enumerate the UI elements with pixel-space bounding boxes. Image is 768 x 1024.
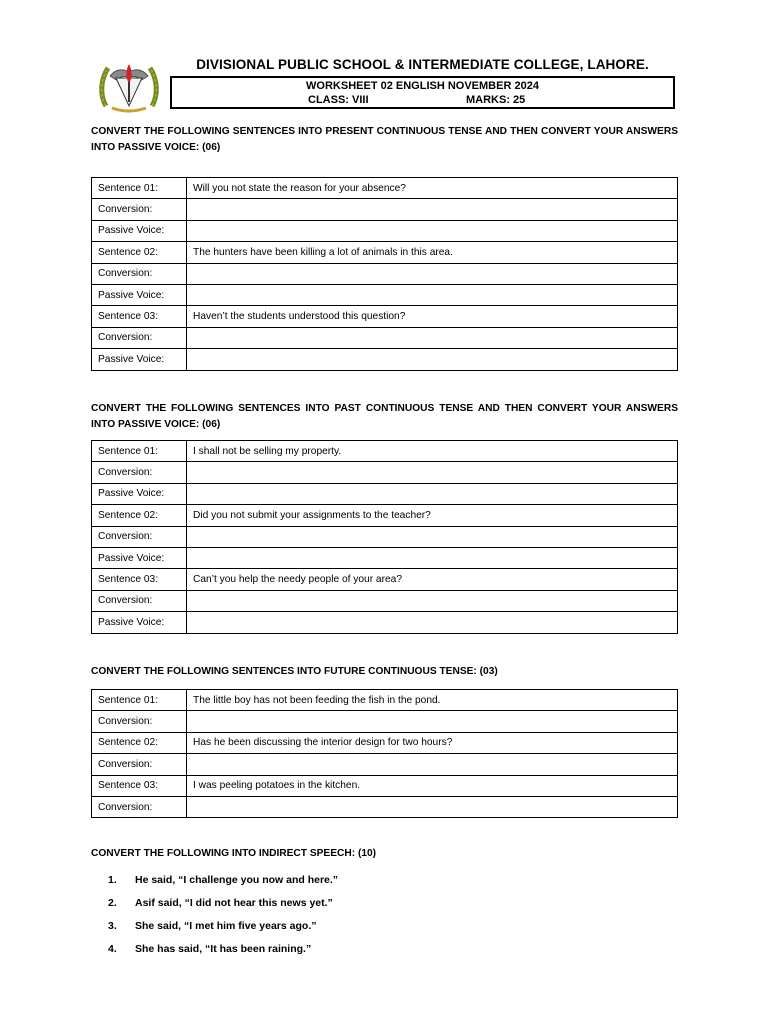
row-label: Passive Voice: [92,547,187,568]
answer-cell[interactable] [187,349,678,370]
section3-table [91,689,678,818]
row-text: Has he been discussing the interior design for two hours? [187,732,678,753]
row-label: Sentence 01: [92,441,187,462]
item-text: She said, “I met him five years ago.” [135,919,317,932]
row-label: Conversion: [92,796,187,817]
answer-cell[interactable] [187,284,678,305]
table-row [92,242,678,263]
row-text: Can’t you help the needy people of your area? [187,569,678,590]
row-label: Conversion: [92,327,187,348]
table-row [92,526,678,547]
item-text: He said, “I challenge you now and here.” [135,873,339,886]
section1-heading: CONVERT THE FOLLOWING SENTENCES INTO PRESENT CONTINUOUS TENSE AND THEN CONVERT YOUR ANSWERS INTO PASSIVE VOICE: (06) [91,126,678,153]
row-label: Sentence 03: [92,775,187,796]
answer-cell[interactable] [187,462,678,483]
item-number: 2. [108,896,117,909]
item-number: 3. [108,919,117,932]
row-text: The hunters have been killing a lot of animals in this area. [187,242,678,263]
row-text: Haven’t the students understood this question? [187,306,678,327]
row-label: Passive Voice: [92,612,187,633]
table-row [92,732,678,753]
answer-cell[interactable] [187,590,678,611]
row-label: Sentence 01: [92,178,187,199]
row-label: Sentence 02: [92,242,187,263]
table-row [92,690,678,711]
list-item [108,914,338,937]
row-label: Passive Voice: [92,483,187,504]
row-label: Sentence 03: [92,306,187,327]
worksheet-info-box [170,76,675,109]
table-row [92,263,678,284]
row-text: Did you not submit your assignments to the teacher? [187,505,678,526]
table-row [92,754,678,775]
table-row [92,569,678,590]
section2-table [91,440,678,634]
row-label: Passive Voice: [92,284,187,305]
row-label: Conversion: [92,462,187,483]
list-item [108,891,338,914]
answer-cell[interactable] [187,483,678,504]
answer-cell[interactable] [187,612,678,633]
answer-cell[interactable] [187,526,678,547]
section3-heading: CONVERT THE FOLLOWING SENTENCES INTO FUTURE CONTINUOUS TENSE: (03) [91,666,498,677]
table-row [92,775,678,796]
table-row [92,483,678,504]
item-text: She has said, “It has been raining.” [135,942,312,955]
section2-heading: CONVERT THE FOLLOWING SENTENCES INTO PAST CONTINUOUS TENSE AND THEN CONVERT YOUR ANSWERS INTO PASSIVE VOICE: (06) [91,403,678,430]
answer-cell[interactable] [187,263,678,284]
item-number: 4. [108,942,117,955]
table-row [92,796,678,817]
answer-cell[interactable] [187,796,678,817]
answer-cell[interactable] [187,199,678,220]
row-label: Sentence 03: [92,569,187,590]
table-row [92,711,678,732]
row-label: Conversion: [92,754,187,775]
school-crest-icon [98,58,160,114]
row-label: Conversion: [92,711,187,732]
item-text: Asif said, “I did not hear this news yet.” [135,896,333,909]
list-item [108,868,338,891]
table-row [92,349,678,370]
table-row [92,284,678,305]
row-label: Passive Voice: [92,220,187,241]
row-text: I shall not be selling my property. [187,441,678,462]
answer-cell[interactable] [187,547,678,568]
row-label: Conversion: [92,590,187,611]
row-label: Sentence 02: [92,732,187,753]
table-row [92,612,678,633]
row-label: Sentence 01: [92,690,187,711]
section1-table [91,177,678,371]
table-row [92,327,678,348]
marks-label: MARKS: 25 [466,94,526,106]
table-row [92,178,678,199]
item-number: 1. [108,873,117,886]
table-row [92,462,678,483]
table-row [92,505,678,526]
school-name: DIVISIONAL PUBLIC SCHOOL & INTERMEDIATE COLLEGE, LAHORE. [196,57,649,72]
row-text: Will you not state the reason for your absence? [187,178,678,199]
answer-cell[interactable] [187,754,678,775]
row-label: Sentence 02: [92,505,187,526]
section4-heading: CONVERT THE FOLLOWING INTO INDIRECT SPEECH: (10) [91,848,377,859]
answer-cell[interactable] [187,220,678,241]
table-row [92,441,678,462]
worksheet-title: WORKSHEET 02 ENGLISH NOVEMBER 2024 [306,80,539,92]
row-label: Conversion: [92,526,187,547]
row-text: I was peeling potatoes in the kitchen. [187,775,678,796]
indirect-speech-list [108,868,338,960]
table-row [92,306,678,327]
list-item [108,937,338,960]
class-label: CLASS: VIII [308,94,369,106]
row-label: Conversion: [92,263,187,284]
row-text: The little boy has not been feeding the fish in the pond. [187,690,678,711]
answer-cell[interactable] [187,327,678,348]
row-label: Conversion: [92,199,187,220]
table-row [92,199,678,220]
table-row [92,547,678,568]
table-row [92,590,678,611]
table-row [92,220,678,241]
answer-cell[interactable] [187,711,678,732]
row-label: Passive Voice: [92,349,187,370]
